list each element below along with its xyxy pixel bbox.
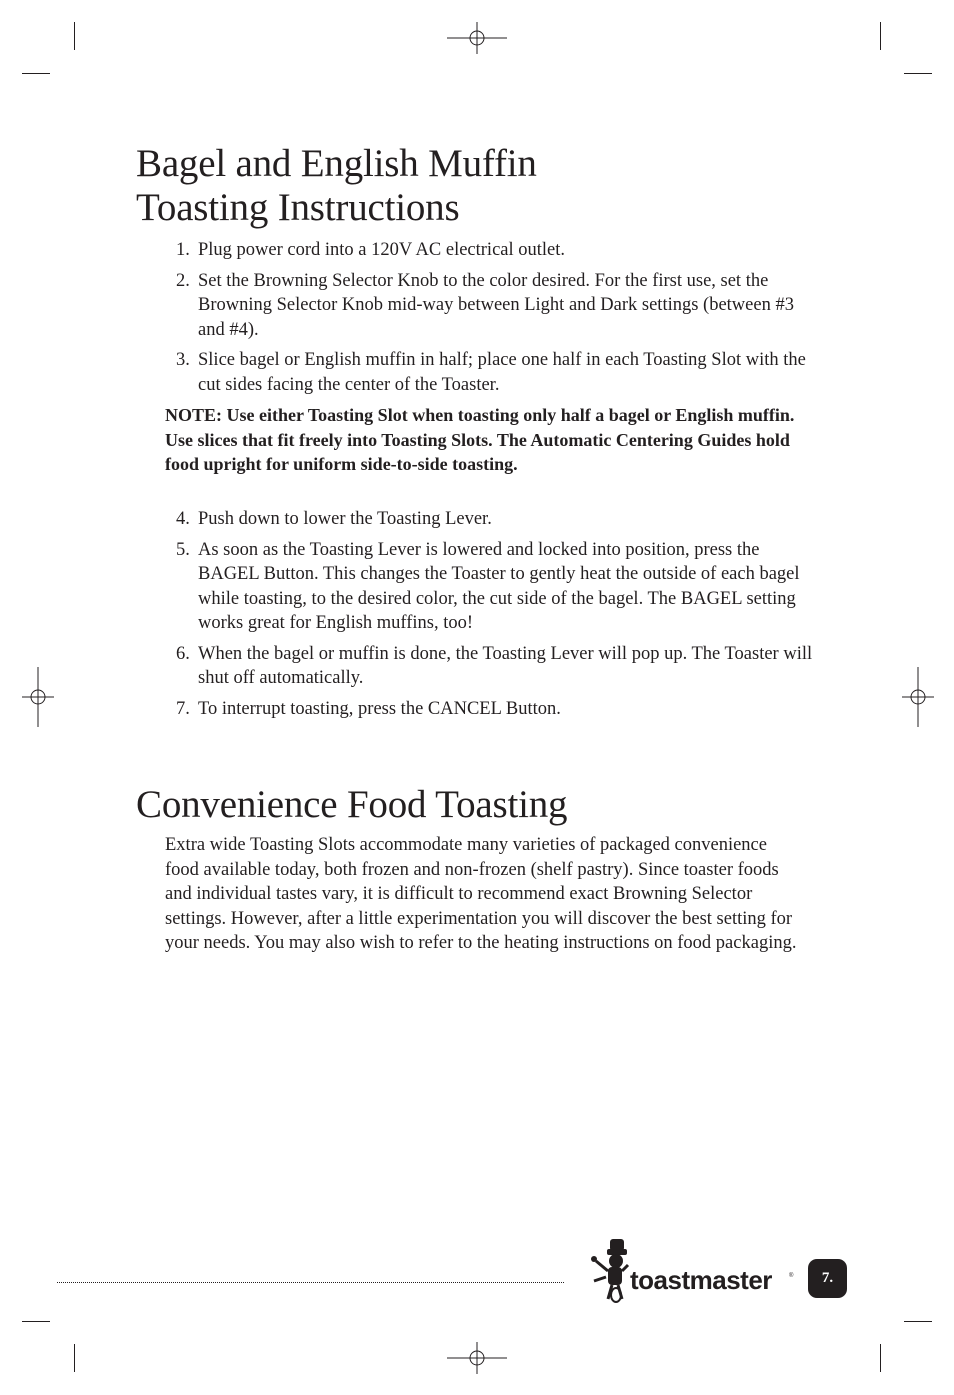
list-item: [165, 538, 825, 636]
step-number: 3.: [176, 350, 190, 370]
title-line: Toasting Instructions: [136, 186, 460, 229]
step-text: Slice bagel or English muffin in half; place one half in each Toasting Slot with the cut sides facing the center of the Toaster.: [198, 350, 806, 395]
registration-mark-icon: [22, 667, 54, 727]
crop-mark: [22, 73, 50, 74]
list-item: [165, 269, 825, 343]
crop-mark: [22, 1321, 50, 1322]
title-line: Bagel and English Muffin: [136, 142, 537, 185]
step-number: 5.: [176, 539, 190, 560]
registration-mark-icon: [447, 1342, 507, 1374]
step-text: Plug power cord into a 120V AC electrical outlet.: [198, 240, 566, 260]
step-text: Set the Browning Selector Knob to the color desired. For the first use, set the Browning Selector Knob mid-way between Light and Dark settings (between #3 and #4).: [198, 270, 794, 340]
crop-mark: [904, 73, 932, 74]
list-item: [165, 642, 825, 691]
list-item: [165, 507, 825, 532]
list-item: [165, 697, 825, 722]
chef-mascot-icon: [590, 1237, 630, 1303]
toastmaster-logo: [590, 1237, 800, 1303]
step-text: Push down to lower the Toasting Lever.: [198, 509, 492, 529]
step-number: 1.: [176, 240, 190, 260]
list-item: [165, 238, 825, 263]
registration-mark-icon: [447, 22, 507, 54]
step-number: 4.: [176, 509, 190, 529]
step-number: 7.: [176, 698, 190, 719]
section-title-bagel: [136, 142, 537, 230]
registered-mark: ®: [789, 1273, 794, 1279]
crop-mark: [74, 1344, 75, 1372]
section-title-convenience: Convenience Food Toasting: [136, 783, 568, 826]
page-number-badge: 7.: [808, 1259, 847, 1298]
note-text: NOTE: Use either Toasting Slot when toasting only half a bagel or English muffin. Use slices that fit freely into Toasting Slots. The Automatic Centering Guides hold food upright for uniform side-to-side toasting.: [165, 405, 795, 474]
footer-dotted-rule: [57, 1282, 564, 1283]
crop-mark: [880, 22, 881, 50]
step-number: 2.: [176, 270, 190, 291]
instruction-list: [165, 238, 825, 403]
step-number: 6.: [176, 643, 190, 664]
step-text: To interrupt toasting, press the CANCEL Button.: [198, 698, 561, 719]
crop-mark: [904, 1321, 932, 1322]
crop-mark: [880, 1344, 881, 1372]
instruction-list-continued: [165, 507, 825, 727]
step-text: As soon as the Toasting Lever is lowered and locked into position, press the BAGEL Button. This changes the Toaster to gently heat the outside of each bagel while toasting, to the desired color, the cut side of the bagel. The BAGEL setting works great for English muffins, too!: [198, 539, 800, 633]
brand-wordmark: toastmaster: [630, 1265, 772, 1295]
step-text: When the bagel or muffin is done, the Toasting Lever will pop up. The Toaster will shut off automatically.: [198, 643, 813, 688]
crop-mark: [74, 22, 75, 50]
registration-mark-icon: [902, 667, 934, 727]
body-paragraph: Extra wide Toasting Slots accommodate many varieties of packaged convenience food available today, both frozen and non-frozen (shelf pastry). Since toaster foods and individual tastes vary, it is difficult to recommend exact Browning Selector settings. However, after a little experimentation you will discover the best setting for your needs. You may also wish to refer to the heating instructions on food packaging.: [165, 835, 797, 953]
list-item: [165, 348, 825, 397]
